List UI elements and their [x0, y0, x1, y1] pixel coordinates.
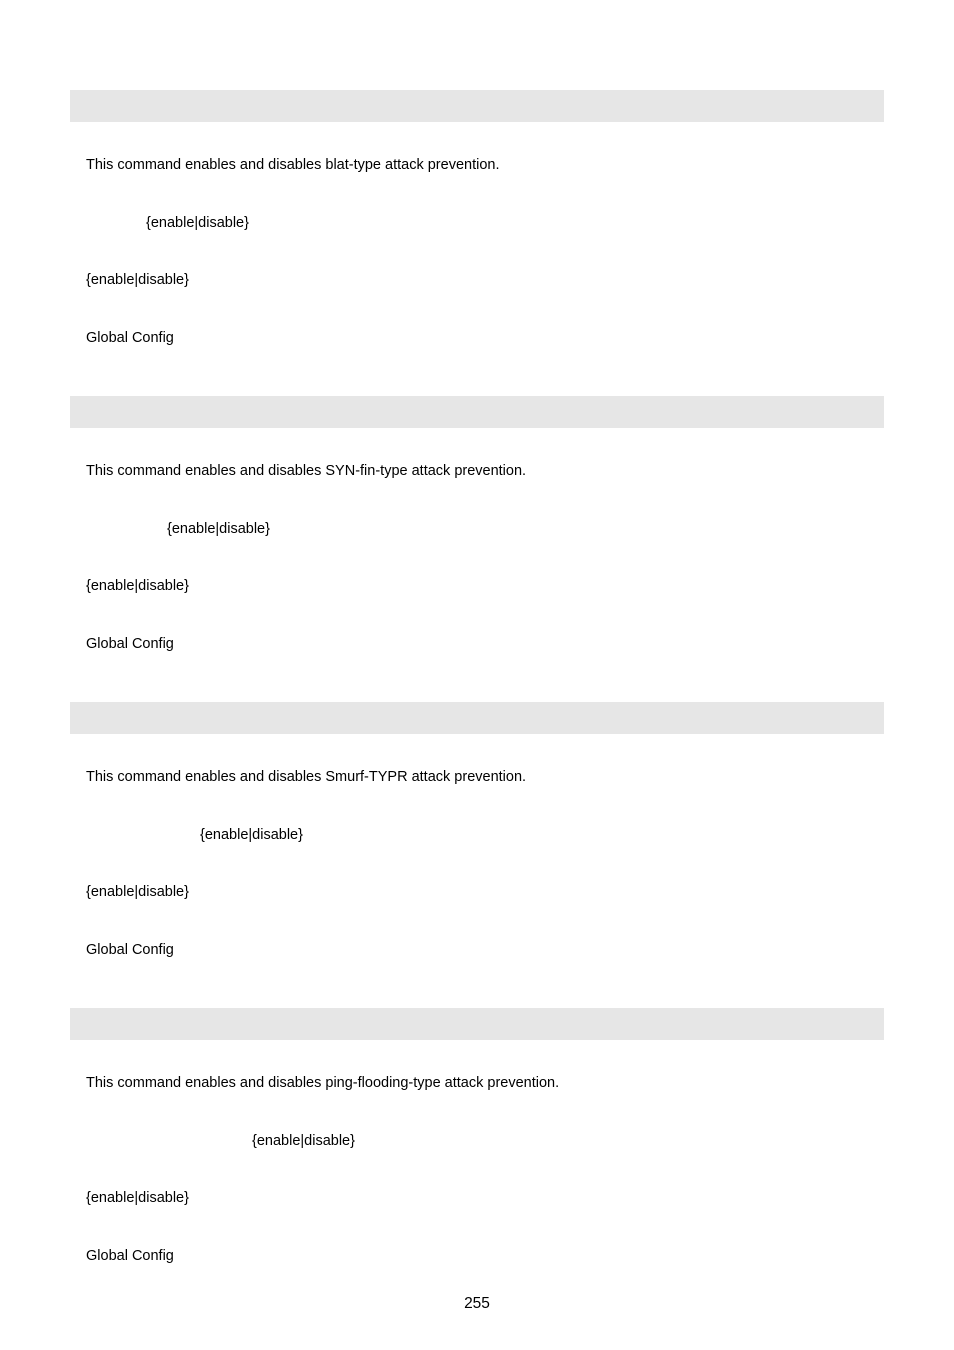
section-header-bar [70, 1008, 884, 1040]
command-parameter: {enable|disable} [86, 1190, 189, 1206]
command-mode: Global Config [86, 942, 174, 958]
command-parameter: {enable|disable} [86, 884, 189, 900]
command-section-smurf [0, 702, 954, 972]
command-mode: Global Config [86, 636, 174, 652]
command-syntax-args: {enable|disable} [252, 1133, 355, 1149]
command-section-syn-fin [0, 396, 954, 666]
command-mode: Global Config [86, 1248, 174, 1264]
command-syntax-args: {enable|disable} [200, 827, 303, 843]
command-parameter: {enable|disable} [86, 578, 189, 594]
command-section-ping-flooding [0, 1008, 954, 1278]
command-syntax-args: {enable|disable} [146, 215, 249, 231]
command-mode: Global Config [86, 330, 174, 346]
command-section-blat [0, 90, 954, 360]
command-description: This command enables and disables blat-type attack prevention. [86, 157, 500, 173]
command-description: This command enables and disables ping-flooding-type attack prevention. [86, 1075, 560, 1091]
section-header-bar [70, 396, 884, 428]
command-description: This command enables and disables SYN-fin-type attack prevention. [86, 463, 527, 479]
page-number: 255 [464, 1295, 490, 1312]
section-header-bar [70, 90, 884, 122]
section-header-bar [70, 702, 884, 734]
command-syntax-args: {enable|disable} [167, 521, 270, 537]
command-description: This command enables and disables Smurf-TYPR attack prevention. [86, 769, 527, 785]
command-parameter: {enable|disable} [86, 272, 189, 288]
